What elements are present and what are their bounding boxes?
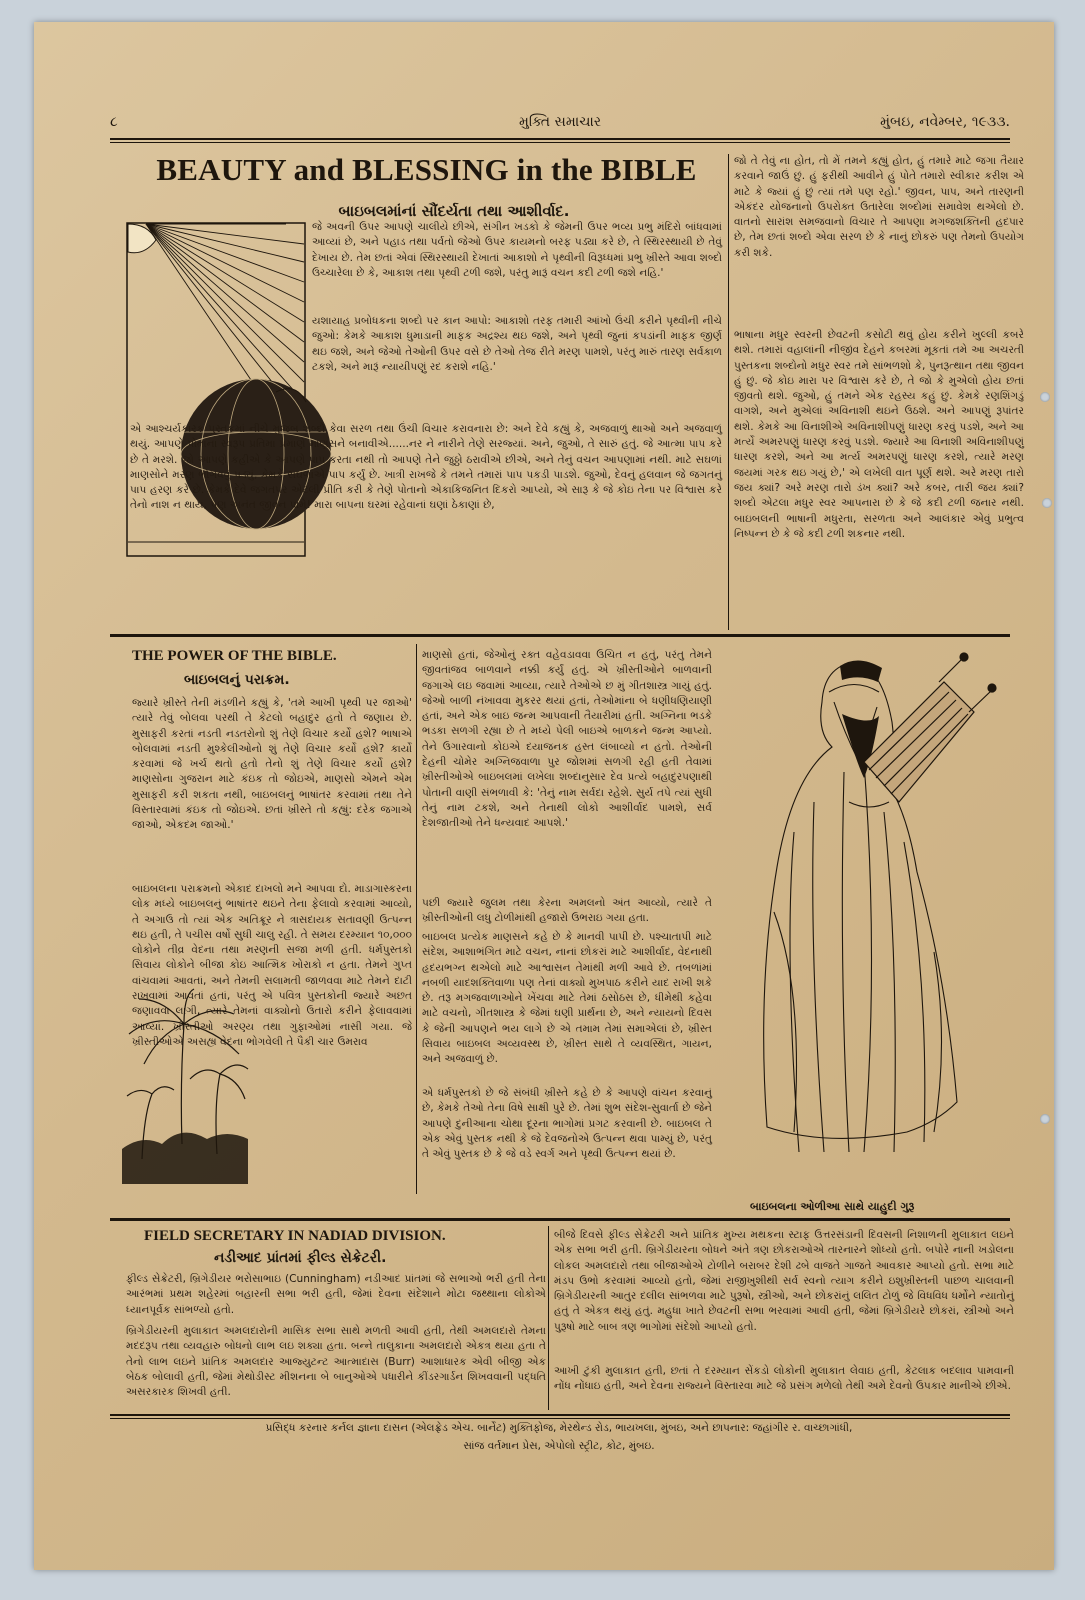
header-rule-thin (110, 142, 1010, 143)
article-paragraph: એ ધર્મપુસ્તકો છે જે સંબંધી ખ્રીસ્તે કહે છે કે આપણે વાંચન કરવાનું છે, કેમકે તેઓ તેના વિષે સાક્ષી પુરે છે. તેમાં શુભ સંદેશ-સુવાર્તા છે જેને આપણે દુનીઆના ચોથા દૂરના ભાગોમાં પ્રગટ કરવાની છે. બાઇબલ તે એક એવું પુસ્તક નથી કે જે દેવજનોએ ઉત્પન્ન થવા પામ્યું છે, પરંતુ તે એવું પુસ્તક છે કે જે વડે સ્વર્ગ અને પૃથ્વી ઉત્પન્ન થયાં છે. (422, 1087, 712, 1161)
footer-rule-thin (110, 1418, 1010, 1419)
article-paragraph: આખી ટુંકી મુલાકાત હતી, છતાં તે દરમ્યાન સેંકડો લોકોની મુલાકાત લેવાઇ હતી, કેટલાક બદલાવ પામવાની નોંધ નોંધાઇ હતી, અને દેવના રાજ્યને વિસ્તારવા માટે જે પ્રસંગ મળેલો તેથી અમે દેવનો ઉપકાર માનીએ છીએ. (554, 1365, 1014, 1393)
imprint-line: સાંજ વર્તમાન પ્રેસ, એપોલો સ્ટ્રીટ, કોટ, મુંબઇ. (463, 1440, 655, 1452)
section-rule (110, 1218, 1010, 1221)
article-paragraph: યશાયાહ પ્રબોધકના શબ્દો પર કાન આપો: આકાશો તરફ તમારી આંખો ઉંચી કરીને પૃથ્વીની નીચે જુઓ: કેમકે આકાશ ધુમાડાની માફક અદ્રશ્ય થઇ જશે, અને પૃથ્વી જુનાં કપડાંની માફક જીર્ણ થઇ જશે, અને જેઓ તેઓની ઉપર વસે છે તેઓ તેજ રીતે મરણ પામશે, પરંતુ મારું તારણ સર્વકાળ ટકશે, અને મારૂં ન્યાયીપણું રદ કરાશે નહિ.' (312, 315, 722, 373)
column-rule (416, 644, 417, 1194)
rabbi-with-scroll-illustration (734, 652, 1004, 1192)
article-paragraph: બાઇબલના પરાક્રમનો એકાદ દાખલો મને આપવા દો. માડાગાસ્કરના લોક મધ્યે બાઇબલનું ભાષાંતર થઇને તેના ફેલાવો કરવામાં આવ્યો, તે અગાઉ તો ત્યાં એક અતિક્રૂર ને ત્રાસદાયક સતાવણી ઉત્પન્ન થઇ હતી, તે પચીસ વર્ષો સુધી ચાલુ રહી. તે સમય દરમ્યાન ૧૦,૦૦૦ લોકોને તીવ્ર વેદના તથા મરણની સજા મળી હતી. ધર્મપુસ્તકો સિવાય લોકોને બીજા કોઇ આત્મિક ખોરાકો ન હતા. તેમને ગુપ્ત વાંચવામાં આવતાં, અને તેમની સલામતી જાળવવા માટે તેમને દાટી રાખવામાં આવતાં હતાં, પરંતુ એ પવિત્ર પુસ્તકોની જ્યારે અછત જણાવવા લાગી, ત્યારે તેમનાં વાક્યોનો ઉતારો કરીને ફેલાવવામાં આવ્યાં. ખ્રીસ્તીઓ અરણ્ય તથા ગુફાઓમાં નાસી ગયા. જે ખ્રીસ્તીઓએ અસહ્ય વેદના ભોગવેલી તે પૈકી ચાર ઉમરાવ (132, 883, 412, 1048)
page-number: ૮ (110, 114, 118, 130)
article-paragraph: ભાષાના મધુર સ્વરની છેવટની કસોટી થવું હોય કરીને ખુલ્લી કબરે થશે. તમારાં વહાલાંની નીજીંવ દેહને કબરમાં મૂકતાં તમે આ અચરતી પુસ્તકના શબ્દોનો મધુર સ્વર તમે સાંભળશો કે, પુનરૂત્થાન તથા જીવન હું છું. જે કોઇ મારા પર વિશ્વાસ કરે છે, તે જો કે મુએલો હોય છતાં જીવતો થશે. જુઓ, હું તમને એક રહસ્ય કહું છું. કેમકે રણશિંગડું વાગશે, અને મુએલાં અવિનાશી થઇને ઉઠશે. અને આપણું રૂપાંતર થશે. કેમકે આ વિનાશીએ અવિનાશીપણું ધારણ કરવું પડશે, અને આ મર્ત્યે અમરપણું ધારણ કરવું પડશે. જ્યારે આ વિનાશી અવિનાશીપણું ધારણ કરશે, અને આ મર્ત્ય અમરપણું ધારણ કરશે, ત્યારે મરણ જયમાં ગરક થઇ ગયું છે,' એ લખેલી વાત પૂર્ણ થશે. અરે મરણ તારો જય ક્યાં? અરે મરણ તારો ડંખ ક્યાં? અરે કબર, તારી જય ક્યાં? શબ્દો એટલા મધુર સ્વર આપનારા છે કે જે કદી ટળી જનાર નથી. બાઇબલની ભાષાની મધુરતા, સરળતા અને આલંકાર એવું પ્રભુત્વ નિષ્પન્ન છે કે જે કદી ટળી શકનાર નથી. (734, 329, 1024, 540)
masthead: મુક્તિ સમાચાર (518, 114, 602, 130)
dateline: મુંબઇ, નવેમ્બર, ૧૯૩૩. (880, 114, 1010, 130)
column-rule (728, 154, 729, 630)
article-paragraph: જો તે તેવું ના હોત, તો મેં તમને કહ્યું હોત, હું તમારે માટે જગા તૈયાર કરવાને જાઉં છું. હું ફરીથી આવીને હું પોતે તમારો સ્વીકાર કરીશ એ માટે કે જ્યાં હું છું ત્યાં તમે પણ રહો.' જીવન, પાપ, અને તારણની એકંદર યોજનાનો ઉપરોક્ત ઉતારેલા શબ્દોમાં સમાવેશ થએલો છે. વાતનો સારાંશ સમજવાનો વિચાર તે આપણા મગજશક્તિની હદપાર છે, તેમ છતાં શબ્દો એવા સરળ છે કે નાનું છોકરું પણ તેમનો ઉપયોગ કરી શકે. (734, 155, 1024, 259)
newspaper-page (34, 22, 1054, 1570)
punch-hole (1042, 498, 1052, 508)
punch-hole (1040, 1114, 1050, 1124)
article-paragraph: જે અવની ઉપર આપણે ચાલીયે છીએ, સંગીન ખડકો કે જેમની ઉપર ભવ્ય પ્રભુ મંદિરો બાંધવામાં આવ્યાં છે, અને પહાડ તથા પર્વતો જેઓ ઉપર કાયમનો બરફ પડ્યા કરે છે, તે સ્થિરસ્થાયી છે તેવું દેખાય છે. તેમ છતાં એવાં સ્થિરસ્થાયી દેખાતાં આકાશો ને પૃથ્વીની વિરૂધ્ધમાં પ્રભુ ખ્રીસ્તે આવા શબ્દો ઉચ્ચારેલા છે કે, આકાશ તથા પૃથ્વી ટળી જશે, પરંતુ મારૂં વચન કદી ટળી જશે નહિ.' (312, 221, 722, 279)
running-header (110, 114, 1010, 136)
section-rule (110, 634, 1010, 637)
article-subtitle: બાઇબલમાંનાં સૌંદર્યતા તથા આશીર્વાદ. (338, 202, 570, 220)
article-paragraph (252, 984, 412, 1182)
article-paragraph: બ્રિગેડીયરની મુલાકાત અમલદારોની માસિક સભા સાથે મળતી આવી હતી, તેથી અમલદારો તેમના મદદરૂપ તથા વ્યવહારુ બોધનો લાભ લઇ શક્યા હતા. બન્ને તાલુકાના અમલદારો એકત્ર થયા હતા તે તેનો લાભ લઇને પ્રાંતિક અમલદાર આજ્યુટન્ટ આત્માદાસ (Burr) આશાધારક એવી બીજી એક બેઠક બોલાવી હતી, જેમાં મેથોડીસ્ટ મીશનના બે બાનુઓએ પધારીને કીંડરગાર્ડન શિખવવાની પદ્ધતિ અસરકારક શિખવી હતી. (126, 1325, 546, 1399)
section-subtitle: નડીઆદ પ્રાંતમાં ફીલ્ડ સેક્રેટરી. (214, 1250, 387, 1266)
footer-rule (110, 1414, 1010, 1416)
article-title: BEAUTY and BLESSING in the BIBLE (156, 152, 697, 187)
section-title: THE POWER OF THE BIBLE. (132, 648, 337, 664)
header-rule (110, 138, 1010, 140)
article-paragraph: જ્યારે ખ્રીસ્તે તેની મંડળીને કહ્યું કે, 'તમે આખી પૃથ્વી પર જાઓ' ત્યારે તેવું બોલવા પરથી તે કેટલો બહાદુર હતો તે જણાય છે. મુસાફરી કરતાં નડતી નડતરોનો શું તેણે વિચાર કર્યો હશે? ભાષાએ બોલવામાં નડતી મુશ્કેલીઓનો શું તેણે વિચાર કર્યો હશે? કાર્યો કરવામાં જે ખર્ચ થતો હતો તેનો શું તેણે વિચાર કર્યો હશે? માણસોના ગુજરાન માટે કંઇક તો જોઇએ, માણસો એમને એમ મુસાફરી કરી શકતા નથી, બાઇબલનું ભાષાંતર કરવામાં તથા તેને વિસ્તારવામાં કંઇક તો જોઇએ. છતાં ખ્રીસ્તે તો કહ્યું: દરેક જગાએ જાઓ, એકદમ જાઓ.' (132, 697, 412, 832)
article-paragraph: એ આશ્ચર્યકારક પુસ્તકમાં નીચે મુજબ શબ્દો કેવા સરળ તથા ઉંચી વિચાર કરાવનારા છે: અને દેવે કહ્યું કે, અજવાળું થાઓ અને અજવાળું થયું. આપણે પોતાના સ્વરૂપ પ્રતિમા પ્રમાણે માણસને બનાવીએ......નર ને નારીને તેણે સરજ્યાં. અને, જુઓ, તે સારું હતું. જે આત્મા પાપ કરે છે તે મરશે. જો આપણે કહીએ કે આપણે પાપ કરતા નથી તો આપણે તેને જુઠ્ઠો ઠરાવીએ છીએ, અને તેનું વચન આપણામાં નથી. માટે સઘળાં માણસોને મરણ ભોગવવું પડ્યું, કેમકે સઘળાંએ પાપ કર્યું છે. ખાત્રી રાખજે કે તમને તમારાં પાપ પકડી પાડશે. જુઓ, દેવનું હલવાન જે જગતનું પાપ હરણ કરે છે. કેમકે દેવે જગતપર એટલી પ્રીતિ કરી કે તેણે પોતાનો એકાકિજનિત દિકરો આપ્યો, એ સારૂ કે જે કોઇ તેના પર વિશ્વાસ કરે તેનો નાશ ન થાય, પણ અનંત જીવન પામે! મારા બાપના ઘરમાં રહેવાનાં ઘણાં ઠેકાણાં છે, (130, 423, 722, 512)
section-subtitle: બાઇબલનું પરાક્રમ. (184, 672, 290, 688)
article-paragraph: બાઇબલ પ્રત્યેક માણસને કહે છે કે માનવી પાપી છે. પશ્ચાતાપી માટે સંદેશ, આશાભંગિત માટે વચન, નાનાં છોકરાં માટે આશીર્વાદ, વેદનાથી હૃદયભગ્ન થએલો માટે આશ્વાસન તેમાંથી મળી આવે છે. તબળાંમાં નબળી યાદશક્તિવાળા પણ તેનાં વાક્યો મુખપાઠ કરીને યાદ રાખી શકે છે. તરૂ મગજવાળાઓને ખેંચવા માટે તેમાં ઠસોઠસ છે, ધીમેથી કહેવા માટે વચનો, ગીતશાસ્ત્ર કે જેમાં ઘણી પ્રાર્થના છે, અને ન્યાયનો દિવસ કે જેની આપણને ભય લાગે છે એ તમામ તેમાં સમાએલાં છે, ખ્રીસ્ત સિવાય બાઇબલ અવ્યવસ્થ છે, ખ્રીસ્ત સાથે તે વ્યવસ્થિત, ગાયન, અને અજવાળું છે. (422, 931, 712, 1066)
article-paragraph: માણસો હતાં, જેઓનું રક્ત વહેવડાવવા ઉચિત ન હતું, પરંતુ તેમને જીવતાંજવ બાળવાને નક્કી કર્યું હતું. એ ખ્રીસ્તીઓને બાળવાની જગાએ લઇ જવામાં આવ્યા, ત્યારે તેઓએ છ મું ગીતશાસ્ત્ર ગાયું હતું. જેઓ બાળી નંખાવવા મુકરર થયાં હતાં, તેઓમાંના બે ધણીધણિયાણી હતાં, અને એક બાઇ જન્મ આપવાની તૈયારીમાં હતી. અગ્નિના ભડકે ભડકા સળગી રહ્યા છે તે મધ્યે પેલી બાઇએ બાળકને જન્મ આપ્યો. તેને ઉગારવાનો કોઇએ દયાજનક હસ્ત લંબાવ્યો ન હતો. તેઓની દેહની ચોમેર અગ્નિજવાળા પુર જોશમાં સળગી રહી હતી તેવામાં ખ્રીસ્તીઓએ બાઇબલમાં લખેલા શબ્દાનુસાર દેવ પ્રત્યે બહાદુરપણાથી પોતાની વાણી સંભળાવી કે: 'તેનું નામ સર્વદા રહેશે. સુર્ય તપે ત્યાં સુધી તેનું નામ ટકશે, અને તેનાથી લોકો આશીર્વાદ પામશે, સર્વ દેશજાતીઓ તેને ધન્યવાદ આપશે.' (422, 649, 712, 830)
article-paragraph: પછી જ્યારે જુલમ તથા કેરના અમલનો અંત આવ્યો, ત્યારે તે ખ્રીસ્તીઓની લધુ ટોળીમાંથી હજારો ઉભરાઇ ગયા હતા. (422, 897, 712, 925)
illustration-caption: બાઇબલના ઓળીઆ સાથે યાહુદી ગુરૂ (750, 1200, 915, 1213)
section-title: FIELD SECRETARY IN NADIAD DIVISION. (144, 1228, 446, 1244)
punch-hole (1040, 392, 1050, 402)
palm-tree-illustration (122, 984, 248, 1184)
article-paragraph: ફીલ્ડ સેક્રેટરી, બ્રિગેડીયર ભરોસાભાઇ (Cunningham) નડીઆદ પ્રાંતમાં જે સભાઓ ભરી હતી તેના આરંભમાં પ્રથમ શહેરમાં બહારની સભા ભરી હતી, જેમાં દેવના સંદેશાને મોટા જથ્થાના લોકોએ ધ્યાનપૂર્વક સાંભળ્યો હતો. (126, 1273, 546, 1316)
column-rule (548, 1226, 549, 1410)
imprint-line: પ્રસિદ્ધ કરનાર કર્નલ જ્ઞાના દાસન (એલફ્રેડ એચ. બાર્નેટ) મુક્તિફોજ, મેરથેન્ડ રોડ, ભાયખલા, મુંબઇ, અને છાપનાર: જહાંગીર ર. વાચ્છાગાંધી, (265, 1422, 853, 1434)
article-paragraph: બીજે દિવસે ફીલ્ડ સેક્રેટરી અને પ્રાંતિક મુખ્ય મથકના સ્ટાફ ઉત્તરસંડાની દિવસની નિશાળની મુલાકાત લઇને એક સભા ભરી હતી. બ્રિગેડીયરના બોધને અંતે ત્રણ છોકરાઓએ તારનારને શોધ્યો હતો. બપોરે નાની ખડોલના લોકલ અમલદારો તથા બીજાઓએ ટોળીને બરાબર દેશી ઢબે વાજતે ગાજતે આવકાર આપ્યો હતો. સભા માટે મંડપ ઉભો કરવામાં આવ્યો હતો, જેમાં રાજીખુશીથી સર્વ સ્વનો ત્યાગ કરીને ઇશુખ્રીસ્તની પાછળ ચાલવાની બ્રિગેડીયરની આતુર દલીલ સાંભળવા માટે પુરૂષો, સ્ત્રીઓ, અને છોકરાંનું લલિત ટોળું જે વિધવિધ ધર્મોને ન્યાતોનું હતું તે એકત્ર થયું હતું. મહુધા ખાતે છેવટની સભા ભરવામાં આવી હતી, જેમાં બ્રિગેડીયરે છોકરાં, સ્ત્રીઓ અને પુરૂષો માટે બાબ ત્રણ ભાગોમાં સંદેશો આપ્યો હતો. (554, 1229, 1014, 1333)
